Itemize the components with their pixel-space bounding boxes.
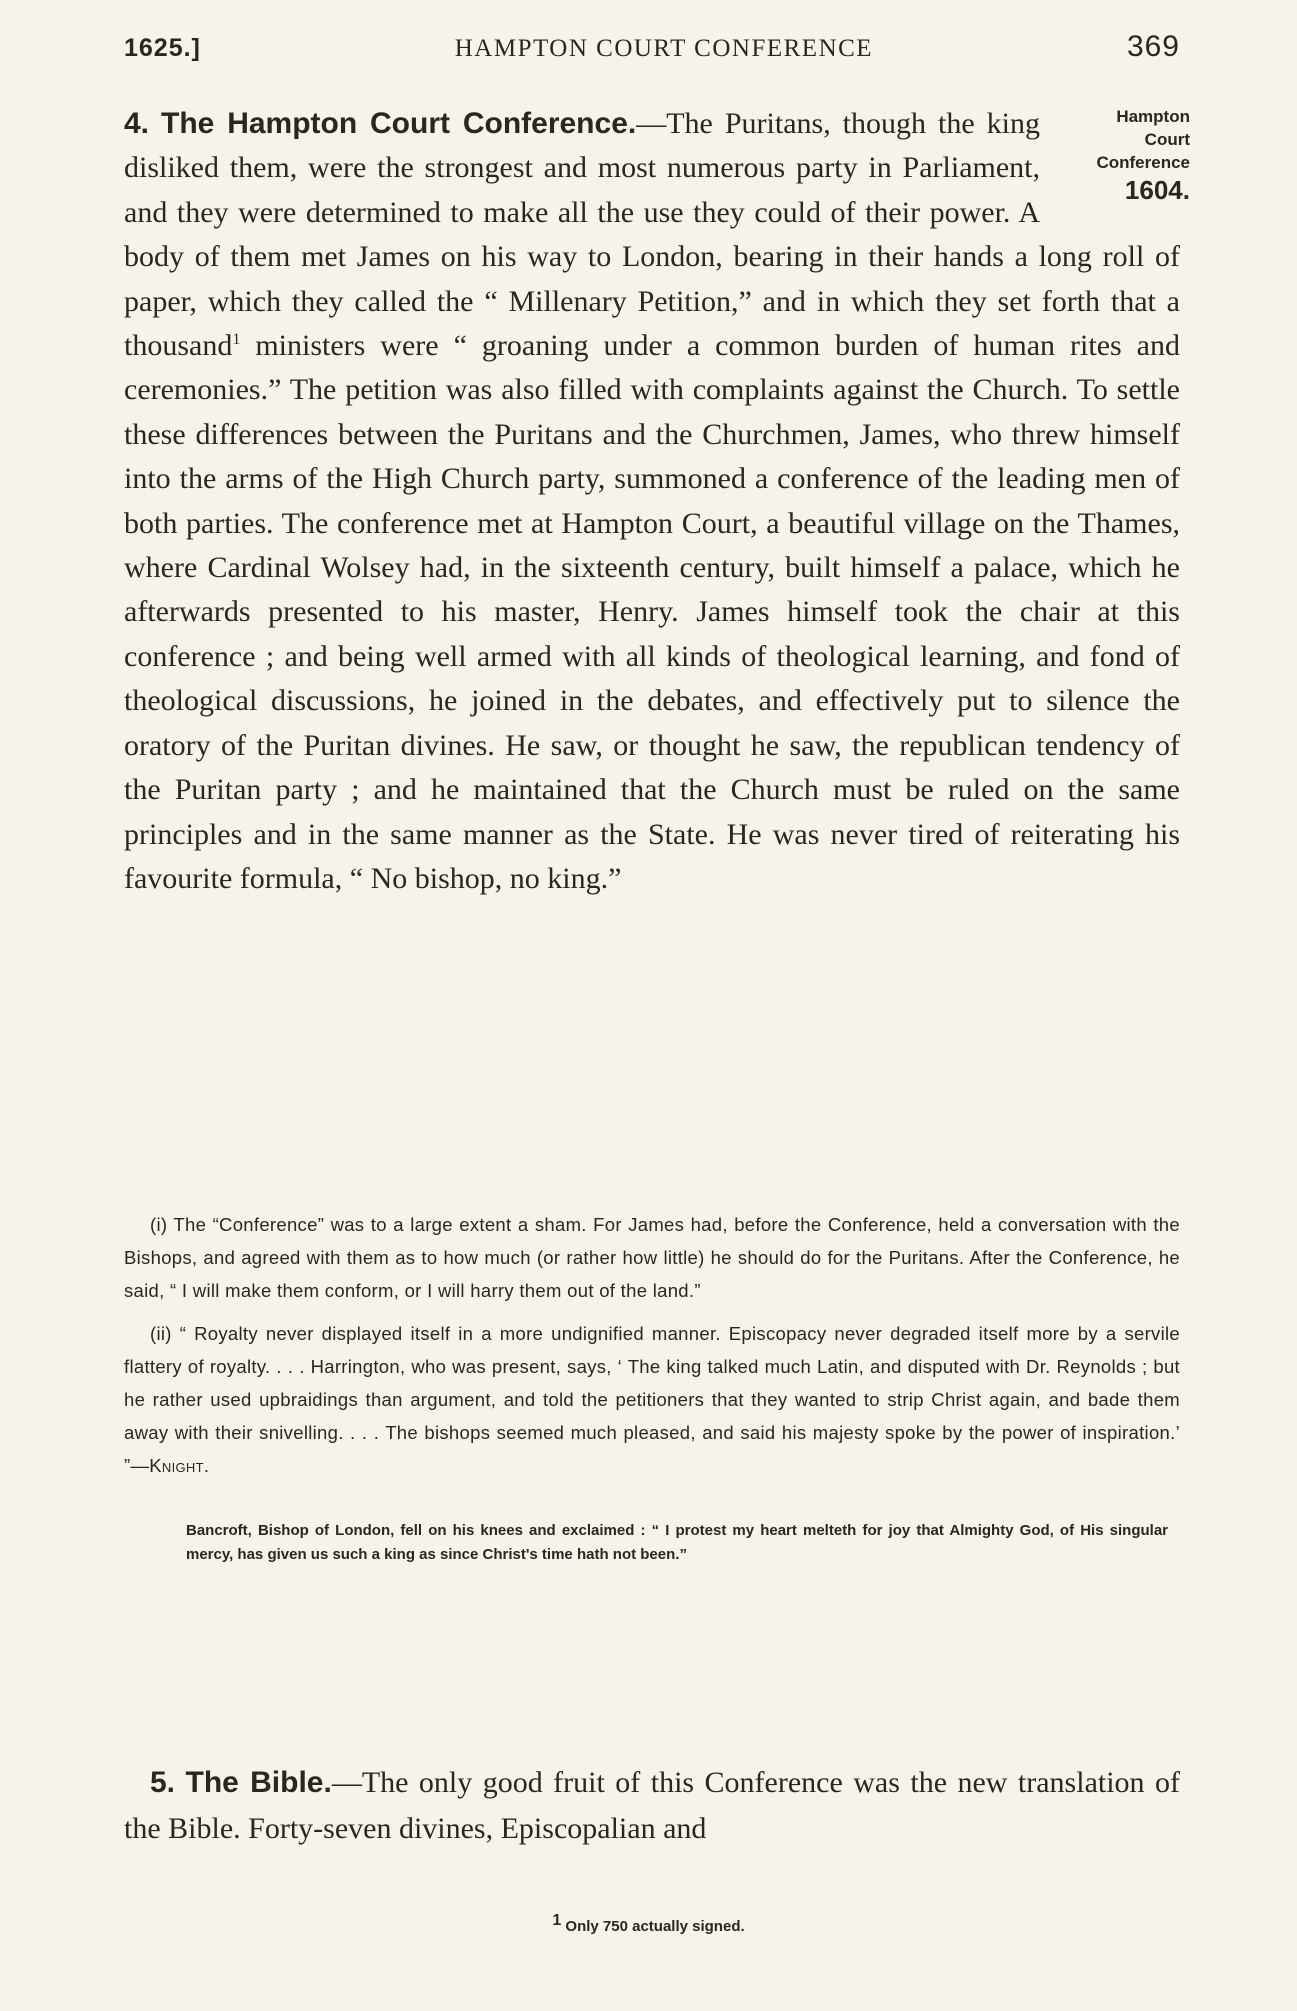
sidenote-line-3: Conference <box>1096 152 1190 172</box>
sidenote-line-2: Court <box>1144 129 1190 149</box>
section-5-line <box>124 1760 1180 1852</box>
section-4-text-b: ministers were “ groaning under a common burden of human rites and ceremonies.” The petition was also filled with complaints against the Church. To settle these differences between the Puritans and the Churchmen, James, who threw himself into the arms of the High Church party, summoned a conference of the leading men of both parties. The conference met at Hampton Court, a beautiful village on the Thames, where Cardinal Wolsey had, in the sixteenth century, built himself a palace, which he afterwards presented to his master, Henry. James himself took the chair at this conference ; and being well armed with all kinds of theological learning, and fond of theological discussions, he joined in the debates, and effectively put to silence the oratory of the Puritan divines. He saw, or thought he saw, the republican tendency of the Puritan party ; and he maintained that the Church must be ruled on the same principles and in the same manner as the State. He was never tired of reiterating his favourite formula, “ No bishop, no king.” <box>124 329 1180 895</box>
margin-sidenote <box>1050 106 1190 208</box>
section-5-text: —The only good fruit of this Conference was the new translation of the Bible. Forty-seven divines, Episcopalian and <box>124 1766 1181 1845</box>
quote-text: Bancroft, Bishop of London, fell on his knees and exclaimed : “ I protest my heart melteth for joy that Almighty God, of His singular mercy, has given us such a king as since Christ's time hath not been.” <box>186 1522 1168 1563</box>
running-head <box>124 30 1180 70</box>
sidenote-year: 1604. <box>1124 174 1190 205</box>
notes-block <box>124 1208 1180 1492</box>
section-4-title: The Hampton Court Conference. <box>161 107 637 140</box>
footnote-marker: 1 <box>552 1912 562 1929</box>
section-5-title: The Bible. <box>185 1766 332 1799</box>
note-i: (i) The “Conference” was to a large extent a sham. For James had, before the Conference, held a conversation with the Bishops, and agreed with them as to how much (or rather how little) he should do for the Puritans. After the Conference, he said, “ I will make them conform, or I will harry them out of the land.” <box>124 1214 1180 1301</box>
section-4-paragraph <box>124 102 1190 901</box>
section-5-number: 5. <box>150 1766 176 1799</box>
sidenote-line-1: Hampton <box>1116 107 1190 126</box>
page-number: 369 <box>1126 30 1180 63</box>
footnote-text: Only 750 actually signed. <box>565 1918 745 1935</box>
bancroft-quote <box>186 1519 1168 1567</box>
running-head-title: HAMPTON COURT CONFERENCE <box>454 35 874 62</box>
page-footnote <box>0 1912 1297 1935</box>
running-head-year: 1625.] <box>124 34 201 62</box>
section-4-text-a: —The Puritans, though the king disliked them, were the strongest and most numerous party in Parliament, and they were determined to make all the use they could of their power. A body of them met James on his way to London, bearing in their hands a long roll of paper, which they called the “ Millenary Petition,” and in which they set forth that a thousand <box>124 107 1180 363</box>
footnote-reference: 1 <box>232 331 241 349</box>
note-ii-author: Knight. <box>149 1455 210 1476</box>
note-ii <box>124 1317 1180 1482</box>
note-ii-text: (ii) “ Royalty never displayed itself in a more undignified manner. Episcopacy never degraded itself more by a servile flattery of royalty. . . . Harrington, who was present, says, ‘ The king talked much Latin, and disputed with Dr. Reynolds ; but he rather used upbraidings than argument, and told the petitioners that they wanted to strip Christ again, and bade them away with their snivelling. . . . The bishops seemed much pleased, and said his majesty spoke by the power of inspiration.’ ”— <box>124 1323 1180 1476</box>
section-5-paragraph <box>124 1760 1180 1852</box>
section-4-number: 4. <box>124 107 150 140</box>
